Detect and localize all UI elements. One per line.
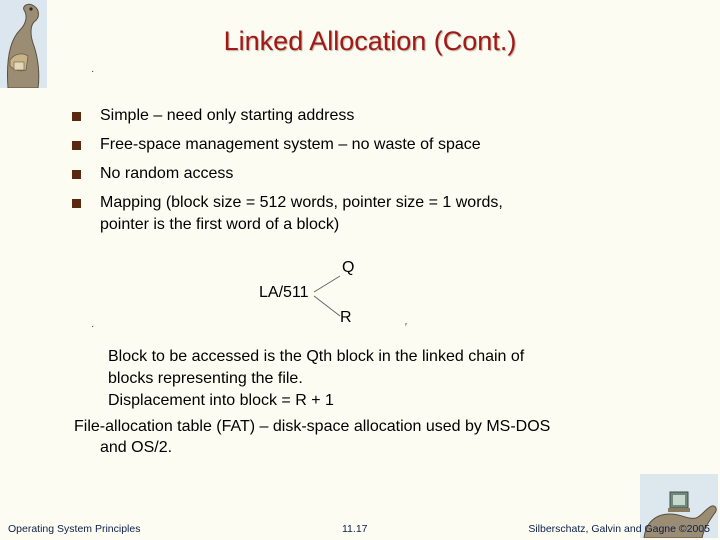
- footer-page-number: 11.17: [342, 523, 368, 535]
- quotient-label: Q: [342, 259, 355, 276]
- fat-line: File-allocation table (FAT) – disk-space allocation used by MS-DOS: [74, 418, 551, 435]
- dividend-label: LA/511: [259, 284, 309, 301]
- slide-title: Linked Allocation (Cont.): [223, 26, 517, 56]
- displacement-line: Displacement into block = R + 1: [108, 392, 334, 409]
- bullet-text-continuation: pointer is the first word of a block): [100, 216, 340, 233]
- dinosaur-logo-icon: [0, 0, 47, 88]
- bullet-text: No random access: [100, 165, 234, 182]
- bullet-marker-icon: [72, 141, 81, 150]
- block-access-line: Block to be accessed is the Qth block in the linked chain of: [108, 348, 525, 365]
- bullet-marker-icon: [72, 112, 81, 121]
- bullet-marker-icon: [72, 199, 81, 208]
- stray-dot: ·: [91, 66, 95, 77]
- fat-line-continuation: and OS/2.: [100, 439, 173, 456]
- bullet-text: Simple – need only starting address: [100, 107, 355, 124]
- footer-course: Operating System Principles: [8, 523, 141, 535]
- footer-copyright: Silberschatz, Galvin and Gagne ©2005: [528, 523, 710, 535]
- remainder-label: R: [340, 309, 352, 326]
- block-access-line-continuation: blocks representing the file.: [108, 370, 303, 387]
- stray-dot: ′: [405, 322, 407, 333]
- stray-dot: ·: [91, 321, 95, 332]
- bullet-text: Free-space management system – no waste of space: [100, 136, 481, 153]
- division-lines: [312, 270, 342, 326]
- bullet-marker-icon: [72, 170, 81, 179]
- bullet-text: Mapping (block size = 512 words, pointer size = 1 words,: [100, 194, 503, 211]
